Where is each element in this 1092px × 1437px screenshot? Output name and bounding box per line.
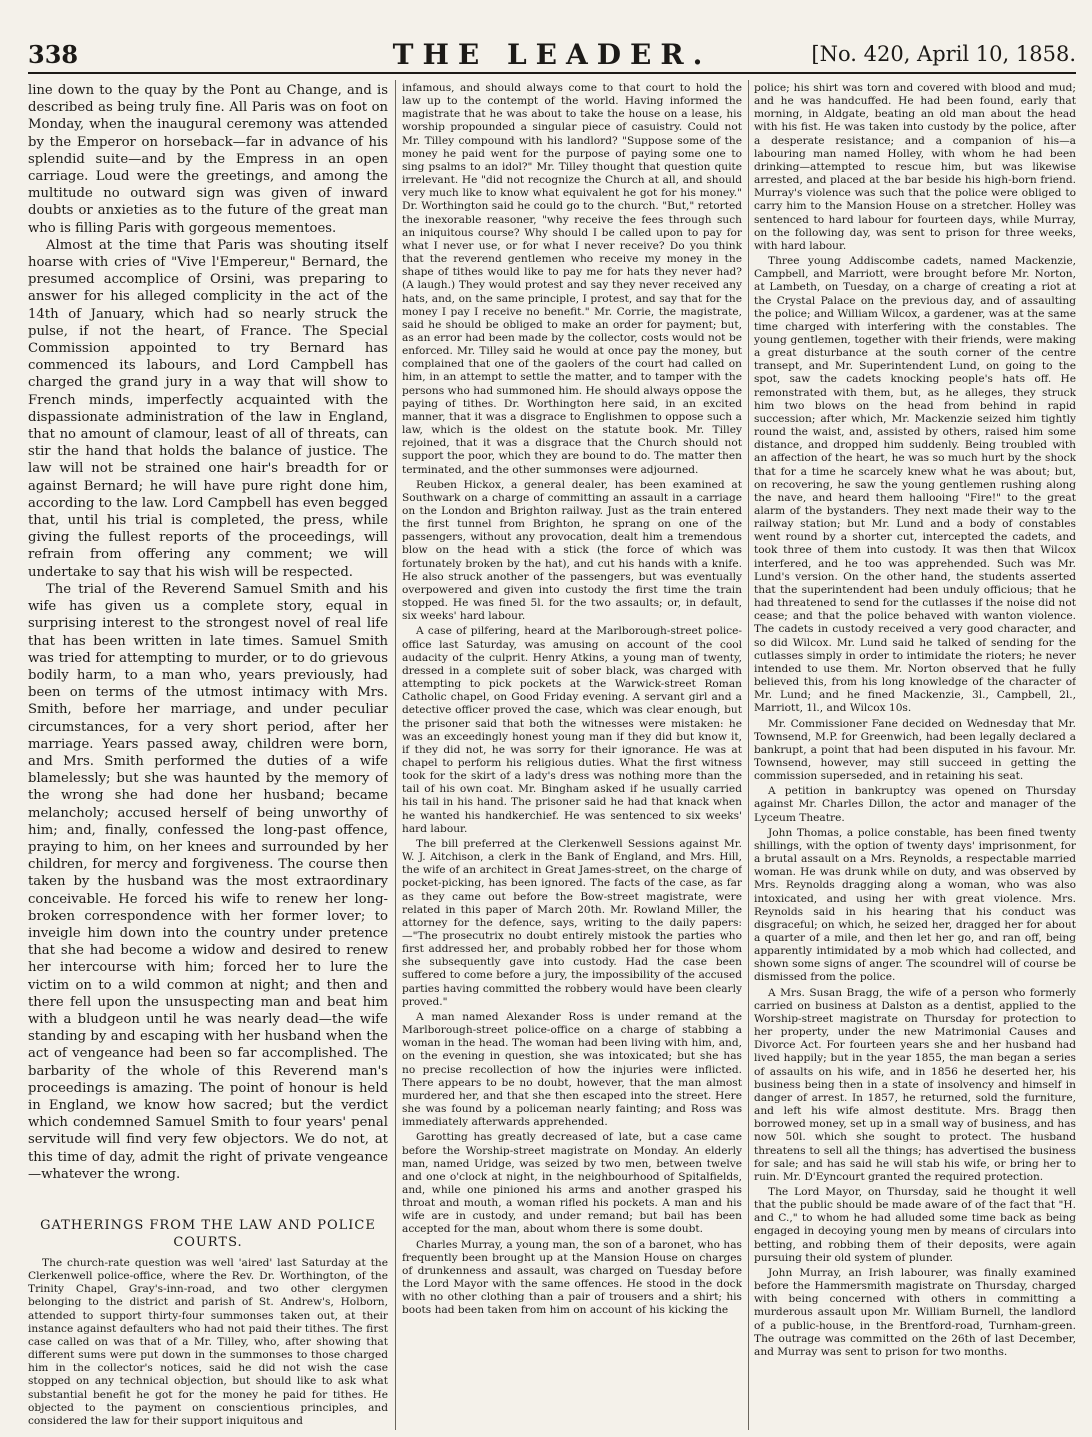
article-paragraph: Reuben Hickox, a general dealer, has been examined at Southwark on a charge of committing an assault in a carriage on the London and Brighton railway. Just as the train entered the first tunnel from Brighton, he sprang on one of the passengers, without any provocation, dealt him a tremendous blow on the head with a stick (the force of which was fortunately broken by the hat), and cut his hands with a knife. He also struck another of the passengers, but was eventually overpowered and given into custody the first time the train stopped. He was fined 5l. for the two assaults; or, in default, six weeks' hard labour. [402, 478, 742, 623]
column-3 [754, 82, 1076, 1428]
column-2 [402, 82, 742, 1428]
masthead-title: THE LEADER. [392, 38, 712, 71]
page-number: 338 [28, 40, 79, 69]
article-paragraph: Three young Addiscombe cadets, named Mackenzie, Campbell, and Marriott, were brought before Mr. Norton, at Lambeth, on Tuesday, on a charge of creating a riot at the Crystal Palace on the previous day, and of assaulting the police; and William Wilcox, a gardener, was at the same time charged with interfering with the constables. The young gentlemen, together with their friends, were making a great disturbance at the south corner of the centre transept, and Mr. Superintendent Lund, on going to the spot, saw the cadets knocking people's hats off. He remonstrated with them, but, as he alleges, they struck him two blows on the head from behind in rapid succession; after which, Mr. Mackenzie seized him tightly round the waist, and, assisted by others, raised him some distance, and dropped him suddenly. Being troubled with an affection of the heart, he was so much hurt by the shock that for a time he scarcely knew what he was about; but, on recovering, he saw the young gentlemen rushing along the nave, and heard them hallooing "Fire!" to the great alarm of the bystanders. They next made their way to the railway station; but Mr. Lund and a body of constables went round by a shorter cut, intercepted the cadets, and took three of them into custody. It was then that Wilcox interfered, and he too was apprehended. Such was Mr. Lund's version. On the other hand, the students asserted that the superintendent had been unduly officious; that he had threatened to send for the cutlasses if the noise did not cease; and that the police behaved with wanton violence. The cadets in custody received a very good character, and so did Wilcox. Mr. Lund said he talked of sending for the cutlasses simply in order to intimidate the rioters; he never intended to use them. Mr. Norton observed that he fully believed this, from his long knowledge of the character of Mr. Lund; and he fined Mackenzie, 3l., Campbell, 2l., Marriott, 1l., and Wilcox 10s. [754, 255, 1076, 715]
column-rule [748, 80, 749, 1430]
article-paragraph: line down to the quay by the Pont au Change, and is described as being truly fine. All Paris was on foot on Monday, when the inaugural ceremony was attended by the Emperor on horseback—far in advance of his splendid suite—and by the Empress in an open carriage. Loud were the greetings, and among the multitude no outward sign was given of inward doubts or anxieties as to the future of the great man who is filling Paris with gorgeous mementoes. [28, 83, 388, 236]
article-paragraph: A Mrs. Susan Bragg, the wife of a person who formerly carried on business at Dalston as a dentist, applied to the Worship-street magistrate on Thursday for protection to her property, under the new Matrimonial Causes and Divorce Act. For fourteen years she and her husband had lived happily; but in the year 1855, the man began a series of assaults on his wife, and in 1856 he deserted her, his business being then in a state of insolvency and himself in danger of arrest. In 1857, he returned, sold the furniture, and left his wife almost destitute. Mrs. Bragg then borrowed money, set up in a small way of business, and has now 50l. which she sought to protect. The husband threatens to sell all the things; has advertised the business for sale; and has said he will stab his wife, or bring her to ruin. Mr. D'Eyncourt granted the required protection. [754, 986, 1076, 1183]
article-paragraph: John Murray, an Irish labourer, was finally examined before the Hammersmith magistrate on Thursday, charged with being concerned with others in committing a murderous assault upon Mr. William Burnell, the landlord of a public-house, in the Brentford-road, Turnham-green. The outrage was committed on the 26th of last December, and Murray was sent to prison for two months. [754, 1266, 1076, 1358]
issue-info: [No. 420, April 10, 1858. [811, 42, 1076, 66]
article-paragraph: A case of pilfering, heard at the Marlborough-street police-office last Saturday, was amusing on account of the cool audacity of the culprit. Henry Atkins, a young man of twenty, dressed in a complete suit of sober black, was charged with attempting to pick pockets at the Warwick-street Roman Catholic chapel, on Good Friday evening. A servant girl and a detective officer proved the case, which was clear enough, but the prisoner said that both the witnesses were mistaken: he was an exceedingly honest young man if they did but know it, if they did not, he was sorry for their ignorance. He was at chapel to perform his religious duties. What the first witness took for the skirt of a lady's dress was nothing more than the tail of his own coat. Mr. Bingham asked if he usually carried his tail in his hand. The prisoner said he had that knack when he wanted his handkerchief. He was sentenced to six weeks' hard labour. [402, 625, 742, 835]
article-paragraph: The Lord Mayor, on Thursday, said he thought it well that the public should be made aware of of the fact that "H. and C.," to whom he had alluded some time back as being engaged in decoying young men by means of circulars into betting, and robbing them of their deposits, were again pursuing their old system of plunder. [754, 1185, 1076, 1264]
article-paragraph: The church-rate question was well 'aired' last Saturday at the Clerkenwell police-office, where the Rev. Dr. Worthington, of the Trinity Chapel, Gray's-inn-road, and two other clergymen belonging to the district and parish of St. Andrew's, Holborn, attended to support thirty-four summonses taken out, at their instance against defaulters who had not paid their tithes. The first case called on was that of a Mr. Tilley, who, after showing that different sums were put down in the summonses to those charged him in the collector's notices, said he did not wish the case stopped on any technical objection, but should like to ask what substantial benefit he got for the money he paid for tithes. He objected to the payment on conscientious principles, and considered the law for their support iniquitous and [28, 1257, 388, 1427]
article-paragraph: infamous, and should always come to that court to hold the law up to the contempt of the world. Having informed the magistrate that he was about to take the house on a lease, his worship propounded a singular piece of casuistry. Could not Mr. Tilley compound with his landlord? "Suppose some of the money he paid went for the purpose of paying some one to sing psalms to an idol?" Mr. Tilley thought that question quite irrelevant. He "did not recognize the Church at all, and should very much like to know what equivalent he got for his money." Dr. Worthington said he could go to the church. "But," retorted the inexorable reasoner, "why receive the fees through such an iniquitous course? Why should I be called upon to pay for what I never use, or for what I never receive? Do you think that the reverend gentlemen who receive my money in the shape of tithes would like to pay me for hats they never had? (A laugh.) They would protest and say they never received any hats, and, on the same principle, I protest, and say that for the money I pay I receive no benefit." Mr. Corrie, the magistrate, said he should be obliged to make an order for payment; but, as an error had been made by the collector, costs would not be enforced. Mr. Tilley said he would at once pay the money, but complained that one of the gaolers of the court had called on him, in an attempt to settle the matter, and to tamper with the persons who had summoned him. He should always oppose the paying of tithes. Dr. Worthington here said, in an excited manner, that it was a disgrace to Englishmen to oppose such a law, which is the oldest on the statute book. Mr. Tilley rejoined, that it was a disgrace that the Church should not support the poor, which they are bound to do. The matter then terminated, and the other summonses were adjourned. [402, 82, 742, 476]
column-1 [28, 82, 388, 1428]
article-paragraph: Charles Murray, a young man, the son of a baronet, who has frequently been brought up at the Mansion House on charges of drunkenness and assault, was charged on Tuesday before the Lord Mayor with the same offences. He stood in the dock with no other clothing than a pair of trousers and a shirt; his boots had been taken from him on account of his kicking the [402, 1238, 742, 1317]
article-paragraph: A petition in bankruptcy was opened on Thursday against Mr. Charles Dillon, the actor and manager of the Lyceum Theatre. [754, 785, 1076, 824]
section-heading: GATHERINGS FROM THE LAW AND POLICE COURTS. [40, 1218, 376, 1250]
article-paragraph: Almost at the time that Paris was shouting itself hoarse with cries of "Vive l'Empereur," Bernard, the presumed accomplice of Orsini, was preparing to answer for his alleged complicity in the act of the 14th of January, which had so nearly struck the pulse, if not the heart, of France. The Special Commission appointed to try Bernard has commenced its labours, and Lord Campbell has charged the grand jury in a way that will show to French minds, imperfectly acquainted with the dispassionate administration of the law in England, that no amount of clamour, least of all of threats, can stir the hand that holds the balance of justice. The law will not be strained one hair's breadth for or against Bernard; he will have pure right done him, according to the law. Lord Campbell has even begged that, until his trial is completed, the press, while giving the fullest reports of the proceedings, will refrain from offering any comment; we will undertake to say that his wish will be respected. [28, 237, 388, 580]
page-header [28, 38, 1076, 74]
article-paragraph: A man named Alexander Ross is under remand at the Marlborough-street police-office on a charge of stabbing a woman in the head. The woman had been living with him, and, on the evening in question, she was intoxicated; but she has no precise recollection of how the injuries were inflicted. There appears to be no doubt, however, that the man almost murdered her, and that she then escaped into the street. Here she was found by a policeman nearly fainting; and Ross was immediately afterwards apprehended. [402, 1010, 742, 1129]
article-paragraph: Mr. Commissioner Fane decided on Wednesday that Mr. Townsend, M.P. for Greenwich, had been legally declared a bankrupt, a point that had been disputed in his favour. Mr. Townsend, however, may still succeed in getting the commission superseded, and in retaining his seat. [754, 717, 1076, 783]
column-rule [395, 80, 396, 1430]
article-paragraph: Garotting has greatly decreased of late, but a case came before the Worship-street magistrate on Monday. An elderly man, named Uridge, was seized by two men, between twelve and one o'clock at night, in the neighbourhood of Spitalfields, and, while one pinioned his arms and another grasped his throat and mouth, a woman rifled his pockets. A man and his wife are in custody, and under remand; but bail has been accepted for the man, about whom there is some doubt. [402, 1131, 742, 1236]
article-paragraph: police; his shirt was torn and covered with blood and mud; and he was handcuffed. He had been found, early that morning, in Aldgate, beating an old man about the head with his fist. He was taken into custody by the police, after a desperate resistance; and a companion of his—a labouring man named Holley, with whom he had been drinking—attempted to rescue him, but was likewise arrested, and placed at the bar beside his high-born friend. Murray's violence was such that the police were obliged to carry him to the Mansion House on a stretcher. Holley was sentenced to hard labour for fourteen days, while Murray, on the following day, was sent to prison for three weeks, with hard labour. [754, 82, 1076, 252]
article-paragraph: The bill preferred at the Clerkenwell Sessions against Mr. W. J. Aitchison, a clerk in the Bank of England, and Mrs. Hill, the wife of an architect in Great James-street, on the charge of pocket-picking, has been ignored. The facts of the case, as far as they came out before the Bow-street magistrate, were related in this paper of March 20th. Mr. Rowland Miller, the attorney for the defence, says, writing to the daily papers: —"The prosecutrix no doubt entirely mistook the parties who first addressed her, and probably robbed her for those whom she subsequently gave into custody. Had the case been suffered to come before a jury, the impossibility of the accused parties having committed the robbery would have been clearly proved." [402, 837, 742, 1008]
article-paragraph: John Thomas, a police constable, has been fined twenty shillings, with the option of twenty days' imprisonment, for a brutal assault on a Mrs. Reynolds, a respectable married woman. He was drunk while on duty, and was observed by Mrs. Reynolds dragging along a woman, who was also intoxicated, and using her with great violence. Mrs. Reynolds said in his hearing that his conduct was disgraceful; on which, he seized her, dragged her for about a quarter of a mile, and then let her go, and ran off, being apparently intimidated by a mob which had collected, and shown some signs of anger. The scoundrel will of course be dismissed from the police. [754, 826, 1076, 984]
article-paragraph: The trial of the Reverend Samuel Smith and his wife has given us a complete story, equal in surprising interest to the strongest novel of real life that has been written in late times. Samuel Smith was tried for attempting to murder, or to do grievous bodily harm, to a man who, years previously, had been on terms of the utmost intimacy with Mrs. Smith, before her marriage, and under peculiar circumstances, for a very short period, after her marriage. Years passed away, children were born, and Mrs. Smith performed the duties of a wife blamelessly; but she was haunted by the memory of the wrong she had done her husband; became melancholy; accused herself of being unworthy of him; and, finally, confessed the long-past offence, praying to him, on her knees and surrounded by her children, for mercy and forgiveness. The course then taken by the husband was the most extraordinary conceivable. He forced his wife to renew her long-broken correspondence with her former lover; to inveigle him down into the country under pretence that she had become a widow and desired to renew her intercourse with him; forced her to lure the victim on to a wild common at night; and then and there fell upon the unsuspecting man and beat him with a bludgeon until he was nearly dead—the wife standing by and escaping with her husband when the act of vengeance had been so far accomplished. The barbarity of the whole of this Reverend man's proceedings is amazing. The point of honour is held in England, we know how sacred; but the verdict which condemned Samuel Smith to four years' penal servitude will find very few objectors. We do not, at this time of day, admit the right of private vengeance—whatever the wrong. [28, 581, 388, 1182]
